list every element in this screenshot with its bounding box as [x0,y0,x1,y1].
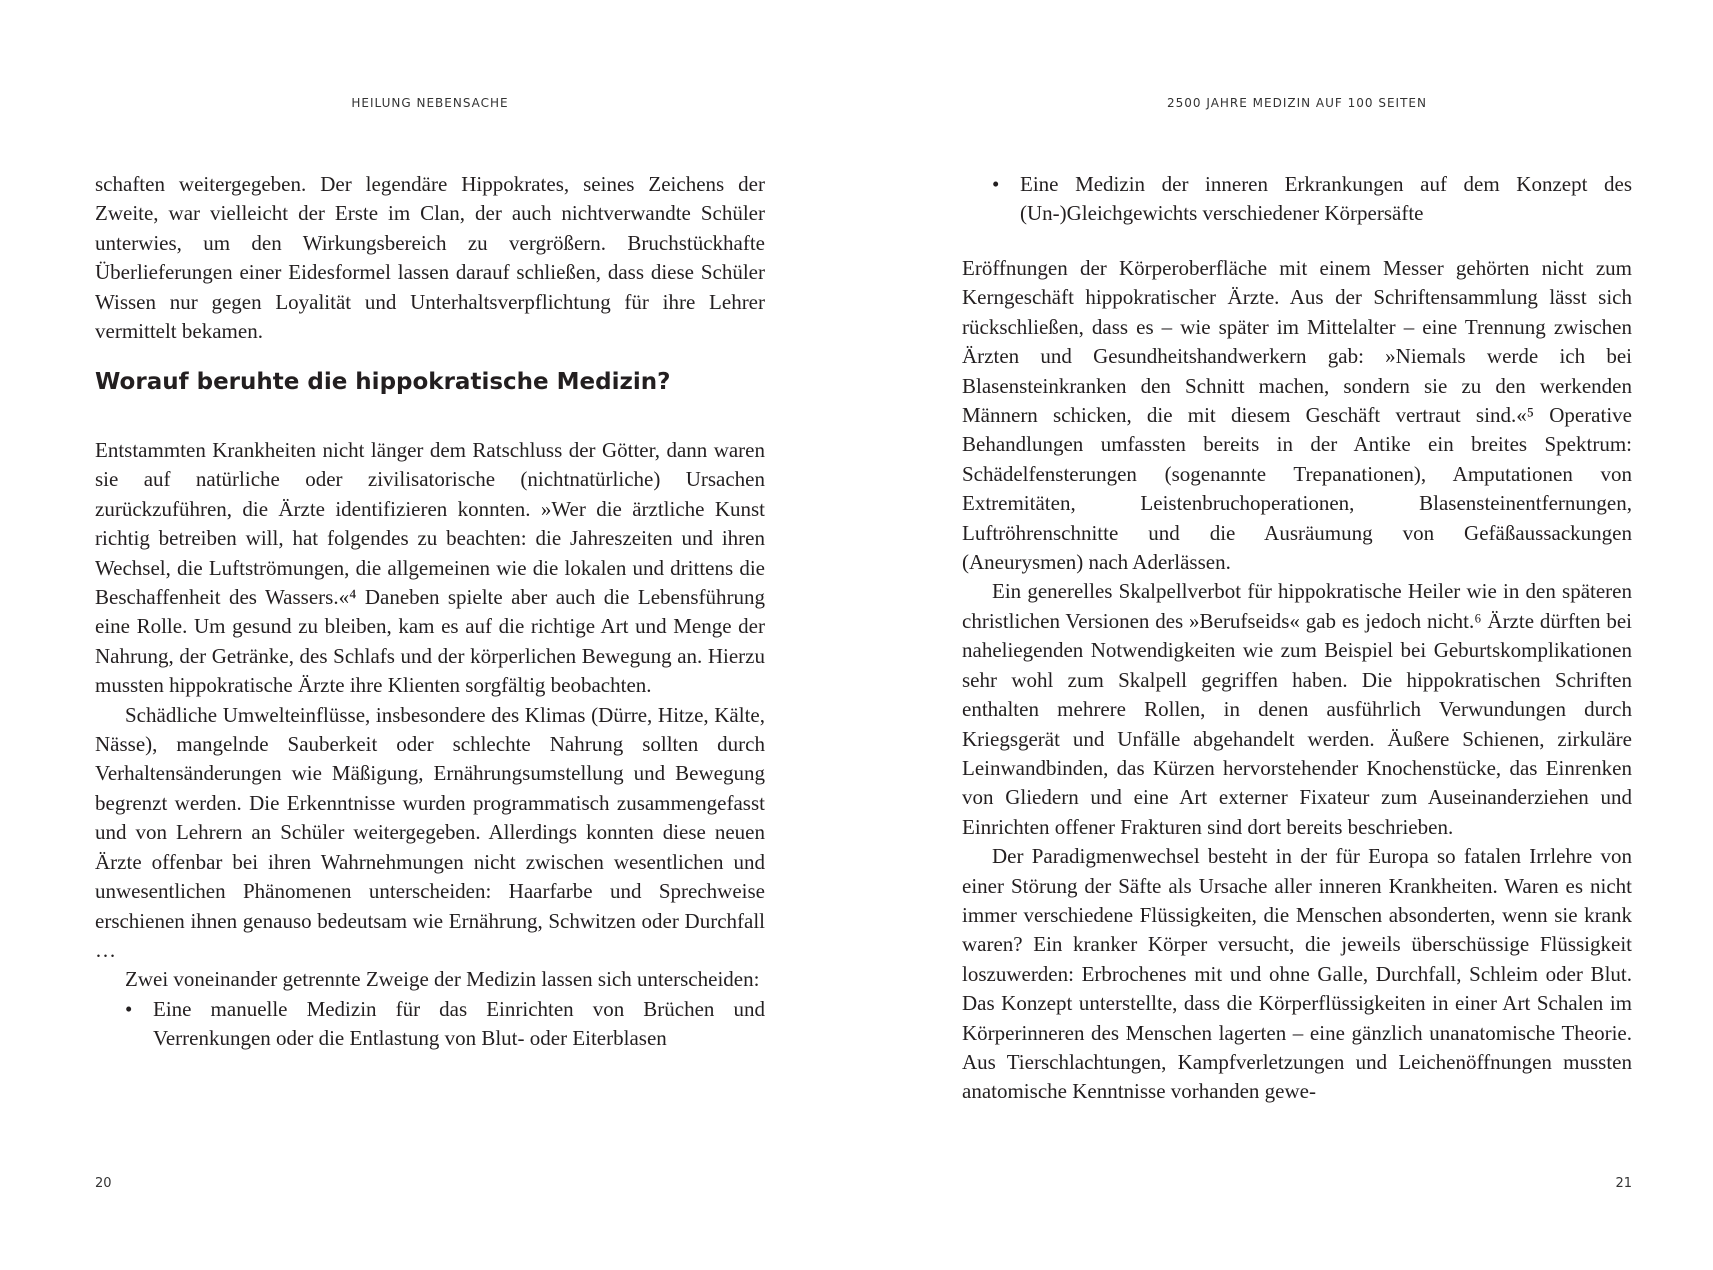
running-head-left: HEILUNG NEBENSACHE [351,96,509,110]
bullet-item [95,995,765,1054]
page-number-right: 21 [1615,1176,1632,1191]
paragraph: Entstammten Krankheiten nicht länger dem Ratschluss der Götter, dann waren sie auf natürliche oder zivilisatorische (nichtnatürliche) Ursachen zurückzuführen, die Ärzte identifizieren konnten. »Wer die ärztliche Kunst richtig betreiben will, hat folgendes zu beachten: die Jahreszeiten und ihren Wechsel, die Luftströmungen, die allgemeinen wie die lokalen und drittens die Beschaffenheit des Wassers.«⁴ Daneben spielte aber auch die Lebensführung eine Rolle. Um gesund zu bleiben, kam es auf die richtige Art und Menge der Nahrung, der Getränke, des Schlafs und der körperlichen Bewegung an. Hierzu mussten hippokratische Ärzte ihre Klienten sorgfältig beobachten. [95,438,765,698]
bullet-list [95,995,765,1054]
paragraph: Der Paradigmenwechsel besteht in der für Europa so fatalen Irrlehre von einer Störung der Säfte als Ursache aller inneren Krankheiten. Waren es nicht immer verschiedene Flüssigkeiten, die Menschen absonderten, wenn sie krank waren? Ein kranker Körper versucht, die jeweils überschüssige Flüssigkeit loszuwerden: Erbrochenes mit und ohne Galle, Durchfall, Schleim oder Blut. Das Konzept unterstellte, dass die Körperflüssigkeiten in einer Art Schalen im Körperinneren des Menschen lagerten – eine gänzlich unanatomische Theorie. Aus Tierschlachtungen, Kampfverletzungen und Leichenöffnungen mussten anatomische Kenntnisse vorhanden gewe- [962,844,1632,1104]
left-intro-block [95,170,765,346]
right-page [962,0,1632,1270]
right-main-block [962,254,1632,1107]
left-page [95,0,765,1270]
page-number-left: 20 [95,1176,112,1191]
bullet-text: Eine Medizin der inneren Erkrankungen auf dem Konzept des (Un-)Gleichgewichts verschiedener Körpersäfte [1020,172,1632,226]
bullet-icon: • [992,172,1000,196]
bullet-text: Eine manuelle Medizin für das Einrichten von Brüchen und Verrenkungen oder die Entlastung von Blut- oder Eiterblasen [153,996,765,1051]
right-bullet-block [962,170,1632,229]
paragraph: Schädliche Umwelteinflüsse, insbesondere des Klimas (Dürre, Hitze, Kälte, Nässe), mangelnde Sauberkeit oder schlechte Nahrung sollten durch Verhaltensänderungen wie Mäßigung, Ernährungsumstellung und Bewegung begrenzt werden. Die Erkenntnisse wurden programmatisch zusammengefasst und von Lehrern an Schüler weitergegeben. Allerdings konnten diese neuen Ärzte offenbar bei ihren Wahrnehmungen nicht zwischen wesentlichen und unwesentlichen Phänomenen unterscheiden: Haarfarbe und Sprechweise erschienen ihnen genauso bedeutsam wie Ernährung, Schwitzen oder Durchfall … [95,702,765,962]
paragraph: Ein generelles Skalpellverbot für hippokratische Heiler wie in den späteren christlichen Versionen des »Berufseids« gab es jedoch nicht.⁶ Ärzte dürften bei naheliegenden Notwendigkeiten wie zum Beispiel bei Geburtskomplikationen sehr wohl zum Skalpell gegriffen haben. Die hippokratischen Schriften enthalten mehrere Rollen, in denen ausführlich Verwundungen durch Kriegsgerät und Unfälle abgehandelt werden. Äußere Schienen, zirkuläre Leinwandbinden, das Kürzen hervorstehender Knochenstücke, das Einrenken von Gliedern und eine Art externer Fixateur zum Auseinanderziehen und Einrichten offener Frakturen sind dort bereits beschrieben. [962,579,1632,839]
intro-paragraph: schaften weitergegeben. Der legendäre Hippokrates, seines Zeichens der Zweite, war vielleicht der Erste im Clan, der auch nichtverwandte Schüler unterwies, um den Wirkungsbereich zu vergrößern. Bruchstückhafte Überlieferungen einer Eidesformel lassen darauf schließen, dass diese Schüler Wissen nur gegen Loyalität und Unterhaltsverpflichtung für ihre Lehrer vermittelt bekamen. [95,172,765,344]
paragraph: Eröffnungen der Körperoberfläche mit einem Messer gehörten nicht zum Kerngeschäft hippokratischer Ärzte. Aus der Schriftensammlung lässt sich rückschließen, dass es – wie später im Mittelalter – eine Trennung zwischen Ärzten und Gesundheitshandwerkern gab: »Niemals werde ich bei Blasensteinkranken den Schnitt machen, sondern sie zu den werkenden Männern schicken, die mit diesem Geschäft vertraut sind.«⁵ Operative Behandlungen umfassten bereits in der Antike ein breites Spektrum: Schädelfensterungen (sogenannte Trepanationen), Amputationen von Extremitäten, Leistenbruchoperationen, Blasensteinentfernungen, Luftröhrenschnitte und die Ausräumung von Gefäßaussackungen (Aneurysmen) nach Aderlässen. [962,256,1632,575]
left-main-block [95,436,765,1054]
bullet-icon: • [125,996,133,1021]
running-head-right: 2500 JAHRE MEDIZIN AUF 100 SEITEN [1167,96,1427,110]
bullet-item [962,170,1632,229]
paragraph: Zwei voneinander getrennte Zweige der Medizin lassen sich unterscheiden: [125,967,760,992]
bullet-list [962,170,1632,229]
section-heading: Worauf beruhte die hippokratische Medizin? [95,369,671,395]
